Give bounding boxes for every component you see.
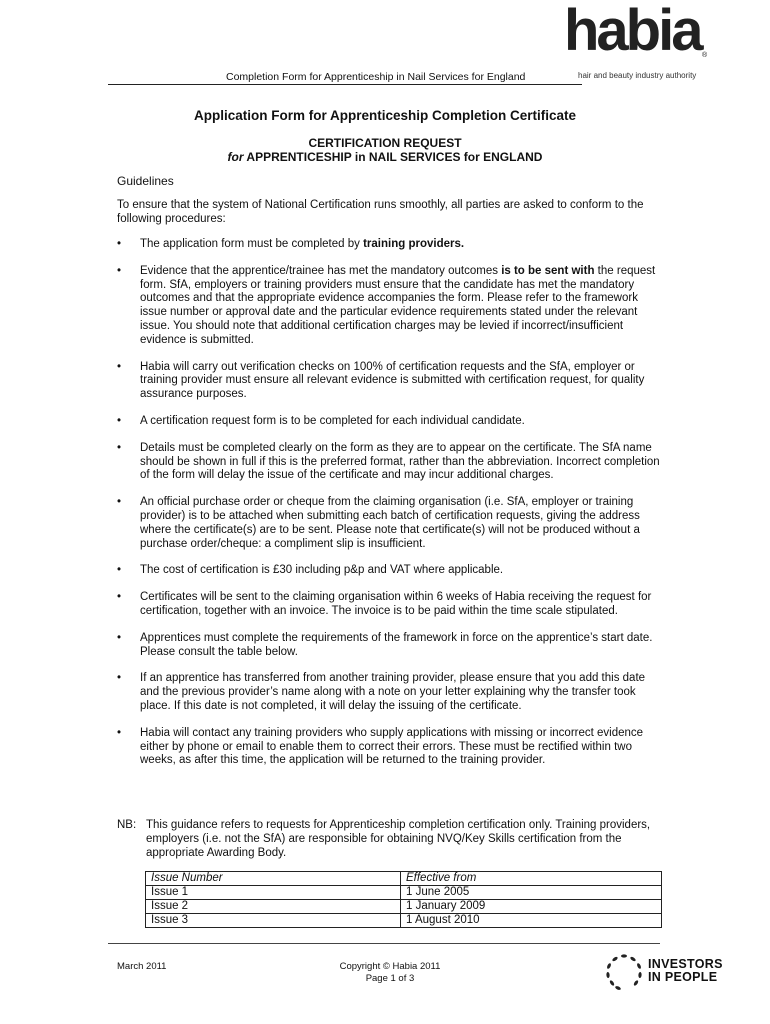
subtitle-for: for [227, 150, 244, 164]
bullet-symbol: • [117, 631, 122, 644]
table-row [146, 900, 662, 914]
subtitle-rest: APPRENTICESHIP in NAIL SERVICES for ENGLAND [243, 150, 543, 164]
list-item: • Evidence that the apprentice/trainee has met the mandatory outcomes is to be sent with the request form. SfA, employers or training providers must ensure that the candidate has met the mandatory outcomes and that the appropriate evidence accompanies the form. Please refer to the framework issue number or approval date and the particular evidence requirements stated under the relevant issue. You should note that additional certification charges may be levied if incorrect/insufficient evidence is submitted. [117, 264, 656, 346]
header-divider [108, 84, 582, 85]
date-cell: 1 June 2005 [401, 886, 662, 900]
logo-registered-mark: ® [702, 52, 708, 59]
logo-wordmark: habia [564, 0, 701, 63]
guidelines-heading: Guidelines [117, 174, 174, 188]
table-row [146, 886, 662, 900]
laurel-icon [604, 952, 644, 992]
footer-copyright: Copyright © Habia 2011 [339, 961, 441, 972]
list-item: • The application form must be completed by training providers. [117, 238, 465, 250]
list-item: • Details must be completed clearly on the form as they are to appear on the certificate. The SfA name should be shown in full if this is the preferred format, rather than the abbreviation. Incorrect completion of the form will delay the issue of the certificate and may incur additional charges. [117, 441, 660, 482]
investors-in-people-logo [604, 952, 724, 992]
list-item: • Certificates will be sent to the claiming organisation within 6 weeks of Habia receiving the request for certification, together with an invoice. The invoice is to be paid within the time scale stipulated. [117, 591, 652, 617]
footer-center [300, 961, 480, 985]
intro-paragraph: To ensure that the system of National Certification runs smoothly, all parties are asked to conform to the following procedures: [117, 199, 644, 225]
bullet-symbol: • [117, 672, 122, 685]
footer-date: March 2011 [117, 961, 167, 972]
date-cell: 1 August 2010 [401, 914, 662, 928]
nb-text: This guidance refers to requests for Apprenticeship completion certification only. Training providers, employers (i.e. not the SfA) are responsible for obtaining NVQ/Key Skills certification from the appropriate Awarding Body. [146, 819, 651, 859]
footer-page-number: Page 1 of 3 [365, 973, 415, 984]
header-issue-number: Issue Number [146, 872, 401, 886]
page-title: Application Form for Apprenticeship Completion Certificate [193, 108, 577, 123]
list-item: • An official purchase order or cheque from the claiming organisation (i.e. SfA, employer or training provider) is to be attached when submitting each batch of certification requests, giving the address where the certificate(s) are to be sent. Please note that certificate(s) will not be produced without a purchase order/cheque: a compliment slip is insufficient. [117, 496, 640, 550]
table-header-row [146, 872, 662, 886]
list-item: • The cost of certification is £30 including p&p and VAT where applicable. [117, 564, 504, 577]
bullet-symbol: • [117, 564, 122, 577]
subtitle-apprenticeship [0, 150, 770, 164]
nb-note [117, 818, 662, 860]
footer-divider [108, 943, 660, 944]
logo-tagline: hair and beauty industry authority [578, 71, 697, 80]
issue-table [145, 871, 662, 928]
list-item: • Habia will carry out verification checks on 100% of certification requests and the SfA, employer or training provider must ensure all relevant evidence is submitted with certification request, for quality assurance purposes. [117, 360, 645, 401]
list-item: • If an apprentice has transferred from another training provider, please ensure that you add this date and the previous provider’s name along with a note on your letter explaining why the transfer took place. If this date is not completed, it will delay the issuing of the certificate. [117, 672, 646, 712]
table-row [146, 914, 662, 928]
bullet-symbol: • [117, 441, 122, 454]
issue-cell: Issue 3 [146, 914, 401, 928]
bullet-symbol: • [117, 360, 122, 373]
nb-label: NB: [117, 819, 137, 831]
bullet-symbol: • [117, 238, 122, 250]
list-item: • Habia will contact any training providers who supply applications with missing or incorrect evidence either by phone or email to enable them to correct their errors. These must be rectified within two weeks, as after this time, the application will be returned to the training provider. [117, 726, 644, 767]
guideline-list [117, 238, 662, 781]
date-cell: 1 January 2009 [401, 900, 662, 914]
bullet-symbol: • [117, 591, 122, 604]
issue-cell: Issue 1 [146, 886, 401, 900]
list-item: • A certification request form is to be completed for each individual candidate. [117, 414, 525, 427]
bullet-symbol: • [117, 496, 122, 509]
iip-wordmark: INVESTORS IN PEOPLE [648, 957, 723, 984]
subtitle-certification-request: CERTIFICATION REQUEST [308, 136, 462, 150]
bullet-symbol: • [117, 414, 122, 427]
bullet-symbol: • [117, 726, 122, 739]
header-effective-from: Effective from [401, 872, 662, 886]
bullet-symbol: • [117, 264, 122, 277]
header-title: Completion Form for Apprenticeship in Nail Services for England [226, 71, 526, 83]
issue-cell: Issue 2 [146, 900, 401, 914]
habia-logo [560, 0, 710, 82]
list-item: • Apprentices must complete the requirements of the framework in force on the apprentice’s start date. Please consult the table below. [117, 631, 653, 658]
